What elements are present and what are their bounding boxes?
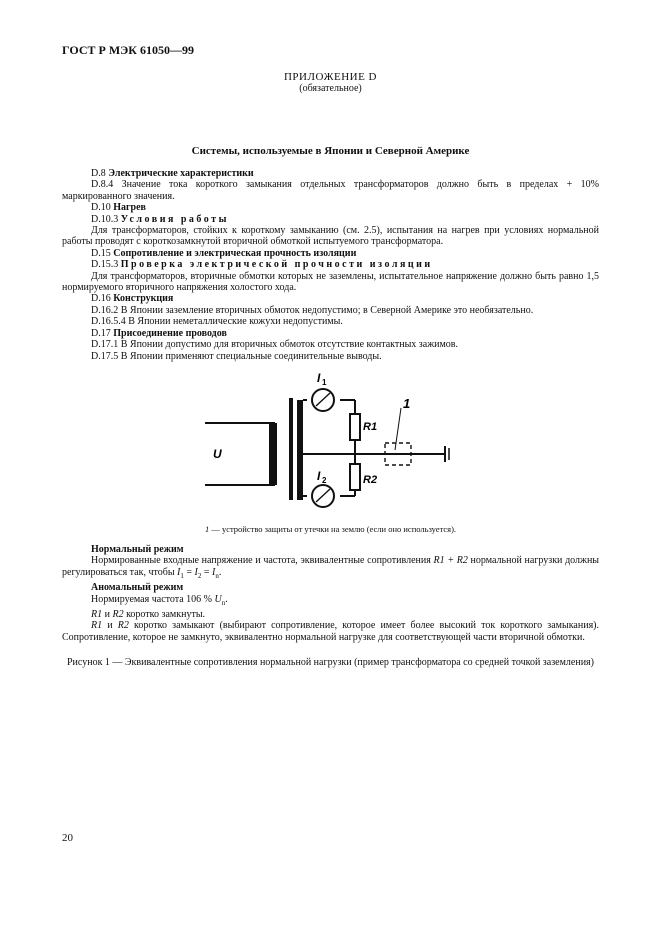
clause-d16 [62, 293, 599, 304]
clause-text: В Японии допустимо для вторичных обмоток отсутствие контактных зажимов. [120, 339, 459, 351]
clause-number: D.15 [91, 247, 111, 259]
label-r1: R1 [363, 421, 378, 433]
figure-caption: Рисунок 1 — Эквивалентные сопротивления нормальной нагрузки (пример трансформатора со средней точкой заземления) [67, 657, 594, 668]
clause-d15-3-text: Для трансформаторов, вторичные обмотки которых не заземлены, испытательное напряжение должно быть равно 1,5 нормируемого вторичного напряжения холостого хода. [62, 270, 599, 294]
callout-leader [395, 408, 401, 450]
normal-eq-tail: . [218, 566, 222, 578]
abnormal-mode-title: Аномальный режим [91, 582, 184, 594]
clause-d16-2 [62, 305, 599, 316]
normal-mode-title: Нормальный режим [91, 544, 184, 555]
abnormal-short-and: и [102, 609, 113, 621]
clause-d15 [62, 248, 599, 259]
clause-heading: Присоединение проводов [113, 327, 227, 339]
secondary-winding [297, 400, 303, 500]
abnormal-detail [62, 620, 599, 643]
figure-note-text: — устройство защиты от утечки на землю (если оно используется). [209, 524, 457, 534]
abnormal-frequency [62, 594, 599, 609]
clause-text: В Японии применяют специальные соединительные выводы. [120, 350, 382, 362]
clause-d17-5 [62, 351, 599, 362]
appendix-subtitle: (обязательное) [299, 83, 362, 94]
clause-d8-4 [62, 179, 599, 202]
appendix-title: ПРИЛОЖЕНИЕ D [283, 71, 377, 83]
abnormal-detail-and: и [102, 620, 118, 632]
label-i1: I [317, 371, 321, 385]
label-r2: R2 [363, 474, 378, 486]
equation-i1: I [177, 566, 181, 578]
clause-text: В Японии неметаллические кожухи недопустимы. [128, 316, 343, 328]
document-header: ГОСТ Р МЭК 61050—99 [62, 43, 194, 57]
clause-number: D.17.5 [91, 350, 119, 362]
clause-d10-3-text: Для трансформаторов, стойких к короткому замыканию (см. 2.5), испытания на нагрев при условиях нормальной работы проводят с короткозамкнутой вторичной обмоткой испытуемого трансформатора. [62, 225, 599, 248]
modes-section [62, 544, 599, 643]
abnormal-freq-sub: n [221, 598, 226, 607]
clause-text: Значение тока короткого замыкания отдельных трансформаторов должно быть в пределах + 10% маркированного значения. [62, 179, 599, 202]
clause-number: D.16 [91, 293, 111, 305]
clause-heading: Электрические характеристики [108, 168, 254, 179]
section-title: Системы, используемые в Японии и Северной Америке [191, 145, 470, 157]
abnormal-freq-end: . [225, 593, 228, 605]
clause-heading: Нагрев [113, 202, 146, 214]
abnormal-short [62, 609, 599, 620]
label-u: U [213, 447, 222, 461]
equation-i2: I [194, 566, 198, 578]
circuit-diagram [205, 368, 465, 523]
figure-note-number: 1 [204, 524, 210, 534]
normal-text-b: нормальной нагрузки должны регулироваться так, чтобы [62, 555, 600, 578]
clause-number: D.15.3 [91, 259, 119, 271]
abnormal-freq-text: Нормируемая частота 106 % [91, 593, 215, 605]
clause-d10 [62, 202, 599, 213]
page-number: 20 [62, 832, 73, 844]
abnormal-freq-u: U [214, 593, 222, 605]
label-1: 1 [403, 396, 411, 411]
abnormal-short-r2: R2 [112, 609, 124, 621]
normal-text-a: Нормированные входные напряжение и частота, эквивалентные сопротивления [91, 555, 434, 567]
abnormal-detail-r1: R1 [91, 620, 103, 632]
clause-number: D.10.3 [91, 213, 119, 225]
clause-number: D.17.1 [91, 339, 119, 351]
clause-d17 [62, 328, 599, 339]
resistor-r1 [350, 414, 360, 440]
clause-d10-3 [62, 214, 599, 225]
label-i1-sub: 1 [322, 378, 327, 387]
transformer-core [289, 398, 293, 500]
clause-d17-1 [62, 339, 599, 350]
clause-heading: Конструкция [113, 293, 174, 305]
abnormal-short-r1: R1 [91, 609, 103, 621]
abnormal-detail-text: коротко замыкают (выбирают сопротивление, которое имеет более высокий ток короткого замыкания). Сопротивление, которое не замкнуто, эквивалентно нормальной нагрузке для соответствующей части вторичной обмотки. [62, 620, 600, 643]
normal-mode-text: Нормированные входные напряжение и частота, эквивалентные сопротивления R1 + R2 нормальной нагрузки должны регулироваться так, чтобы $I_1 = I_2 = I_n$. [62, 555, 600, 580]
label-i2: I [317, 469, 321, 483]
clause-d8 [62, 168, 599, 179]
clause-heading: Проверка электрической прочности изоляции [120, 259, 433, 271]
primary-winding [269, 423, 277, 485]
figure-note [0, 524, 661, 534]
clause-number: D.8 [91, 168, 106, 179]
normal-r1r2: R1 + R2 [433, 555, 468, 567]
clause-number: D.17 [91, 327, 111, 339]
equation-in: I [212, 566, 216, 578]
clause-heading: Условия работы [120, 213, 229, 225]
resistor-r2 [350, 464, 360, 490]
clause-d16-5-4 [62, 316, 599, 327]
clause-text: В Японии заземление вторичных обмоток недопустимо; в Северной Америке это необязательно. [120, 304, 534, 316]
clause-heading: Сопротивление и электрическая прочность изоляции [113, 247, 357, 259]
clause-number: D.16.2 [91, 304, 119, 316]
clause-d15-3 [62, 259, 599, 270]
clause-number: D.8.4 [91, 179, 114, 191]
document-body [62, 168, 599, 362]
label-i2-sub: 2 [322, 476, 327, 485]
clause-number: D.10 [91, 202, 111, 214]
abnormal-short-text: коротко замкнуты. [123, 609, 206, 621]
circuit-svg [205, 368, 465, 518]
abnormal-detail-r2: R2 [117, 620, 129, 632]
clause-number: D.16.5.4 [91, 316, 126, 328]
